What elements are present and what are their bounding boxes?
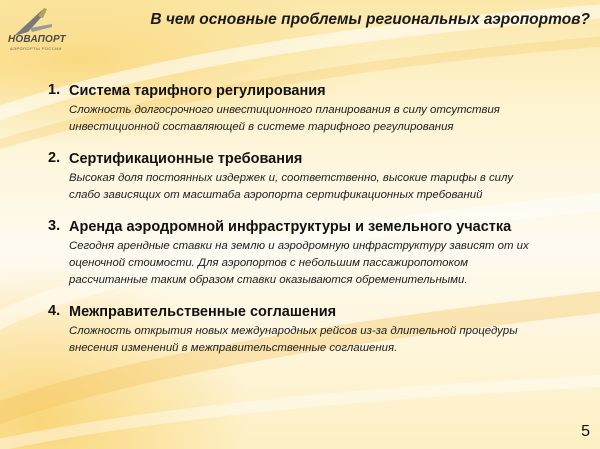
item-number: 4. — [48, 303, 61, 319]
slide-title: В чем основные проблемы региональных аэропортов? — [150, 11, 590, 28]
item-number: 1. — [48, 82, 61, 98]
logo-subtext: АЭРОПОРТЫ РОССИИ — [10, 46, 62, 51]
item-number: 3. — [48, 218, 61, 234]
item-description: Сложность долгосрочного инвестиционного планирования в силу отсутствия инвестиционной составляющей в системе тарифного регулирования — [69, 104, 500, 133]
item-heading: Сертификационные требования — [69, 151, 303, 167]
problem-list — [48, 82, 578, 357]
item-description: Сложность открытия новых международных рейсов из-за длительной процедуры внесения изменений в межправительственные соглашения. — [69, 325, 518, 354]
item-heading: Аренда аэродромной инфраструктуры и земельного участка — [69, 219, 512, 235]
item-description: Сегодня арендные ставки на землю и аэродромную инфраструктуру зависят от их оценочной стоимости. Для аэропортов с небольшим пассажиропотоком рассчитанные таким образом ставки оказываются обременительными. — [69, 240, 529, 286]
item-number: 2. — [48, 150, 61, 166]
list-item — [48, 82, 578, 136]
logo-text: НОВАПОРТ — [8, 34, 66, 45]
page-number: 5 — [581, 423, 590, 440]
list-item — [48, 303, 578, 357]
list-item — [48, 218, 578, 289]
list-item — [48, 150, 578, 204]
item-heading: Межправительственные соглашения — [69, 304, 337, 320]
item-heading: Система тарифного регулирования — [69, 83, 326, 99]
item-description: Высокая доля постоянных издержек и, соответственно, высокие тарифы в силу слабо зависящих от масштаба аэропорта сертификационных требований — [69, 172, 514, 201]
